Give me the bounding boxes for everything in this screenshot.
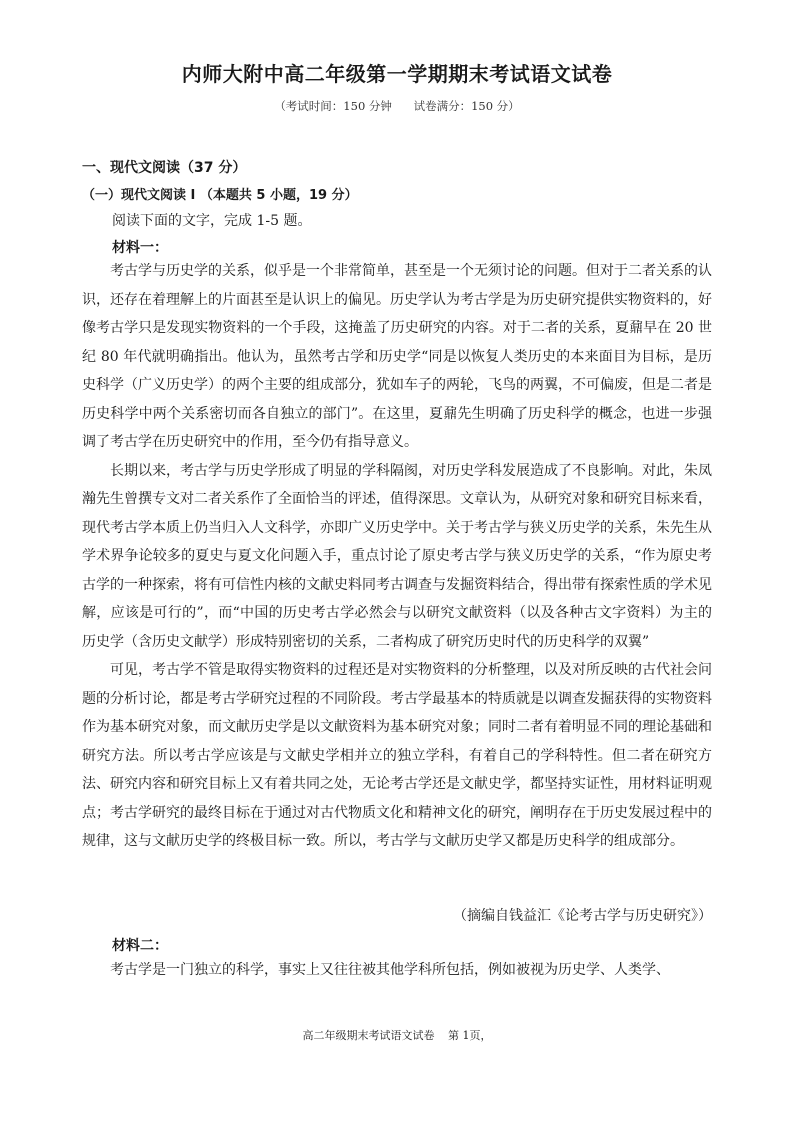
exam-info xyxy=(0,98,794,114)
material-1-label: 材料一： xyxy=(112,240,168,256)
material-1-body xyxy=(82,257,712,856)
material-1-citation: （摘编自钱益汇《论考古学与历史研究》） xyxy=(453,908,712,924)
section-heading: 一、现代文阅读（37 分） xyxy=(82,160,247,176)
material-2-text: 考古学是一门独立的科学，事实上又往往被其他学科所包括，例如被视为历史学、人类学、 xyxy=(110,962,670,978)
paragraph: 长期以来，考古学与历史学形成了明显的学科隔阂，对历史学科发展造成了不良影响。对此，朱凤瀚先生曾撰专文对二者关系作了全面恰当的评述，值得深思。文章认为，从研究对象和研究目标来看，现代考古学本质上仍当归入人文科学，亦即广义历史学中。关于考古学与狭义历史学的关系，朱先生从学术界争论较多的夏史与夏文化问题入手，重点讨论了原史考古学与狭义历史学的关系，“作为原史考古学的一种探索，将有可信性内核的文献史料同考古调查与发掘资料结合，得出带有探索性质的学术见解，应该是可行的”，而“中国的历史考古学必然会与以研究文献资料（以及各种古文字资料）为主的历史学（含历史文献学）形成特别密切的关系，二者构成了研究历史时代的历史科学的双翼” xyxy=(82,462,712,650)
material-2-label: 材料二： xyxy=(112,938,168,954)
subsection-heading: （一）现代文阅读 I （本题共 5 小题，19 分） xyxy=(82,188,358,203)
paragraph: 可见，考古学不管是取得实物资料的过程还是对实物资料的分析整理，以及对所反映的古代社会问题的分析讨论，都是考古学研究过程的不同阶段。考古学最基本的特质就是以调查发掘获得的实物资料作为基本研究对象，而文献历史学是以文献资料为基本研究对象；同时二者有着明显不同的理论基础和研究方法。所以考古学应该是与文献史学相并立的独立学科，有着自己的学科特性。但二者在研究方法、研究内容和研究目标上又有着共同之处，无论考古学还是文献史学，都坚持实证性，用材料证明观点；考古学研究的最终目标在于通过对古代物质文化和精神文化的研究，阐明存在于历史发展过程中的规律，这与文献历史学的终极目标一致。所以，考古学与文献历史学又都是历史科学的组成部分。 xyxy=(82,662,712,849)
exam-score: 试卷满分：150 分） xyxy=(413,99,520,113)
exam-time: （考试时间：150 分钟 xyxy=(274,99,392,113)
page-footer xyxy=(0,1027,794,1043)
paragraph: 考古学与历史学的关系，似乎是一个非常简单，甚至是一个无须讨论的问题。但对于二者关系的认识，还存在着理解上的片面甚至是认识上的偏见。历史学认为考古学是为历史研究提供实物资料的，好像考古学只是发现实物资料的一个手段，这掩盖了历史研究的内容。对于二者的关系，夏鼐早在 20 世纪 80 年代就明确指出。他认为，虽然考古学和历史学“同是以恢复人类历史的本来面目为目标，是历史科学（广义历史学）的两个主要的组成部分，犹如车子的两轮，飞鸟的两翼，不可偏废，但是二者是历史科学中两个关系密切而各自独立的部门”。在这里，夏鼐先生明确了历史科学的概念，也进一步强调了考古学在历史研究中的作用，至今仍有指导意义。 xyxy=(82,263,712,450)
reading-instruction: 阅读下面的文字，完成 1-5 题。 xyxy=(112,213,312,229)
footer-label: 高二年级期末考试语文试卷 xyxy=(302,1029,435,1042)
page-number: 第 1页， xyxy=(448,1029,492,1042)
exam-title: 内师大附中高二年级第一学期期末考试语文试卷 xyxy=(181,62,613,86)
